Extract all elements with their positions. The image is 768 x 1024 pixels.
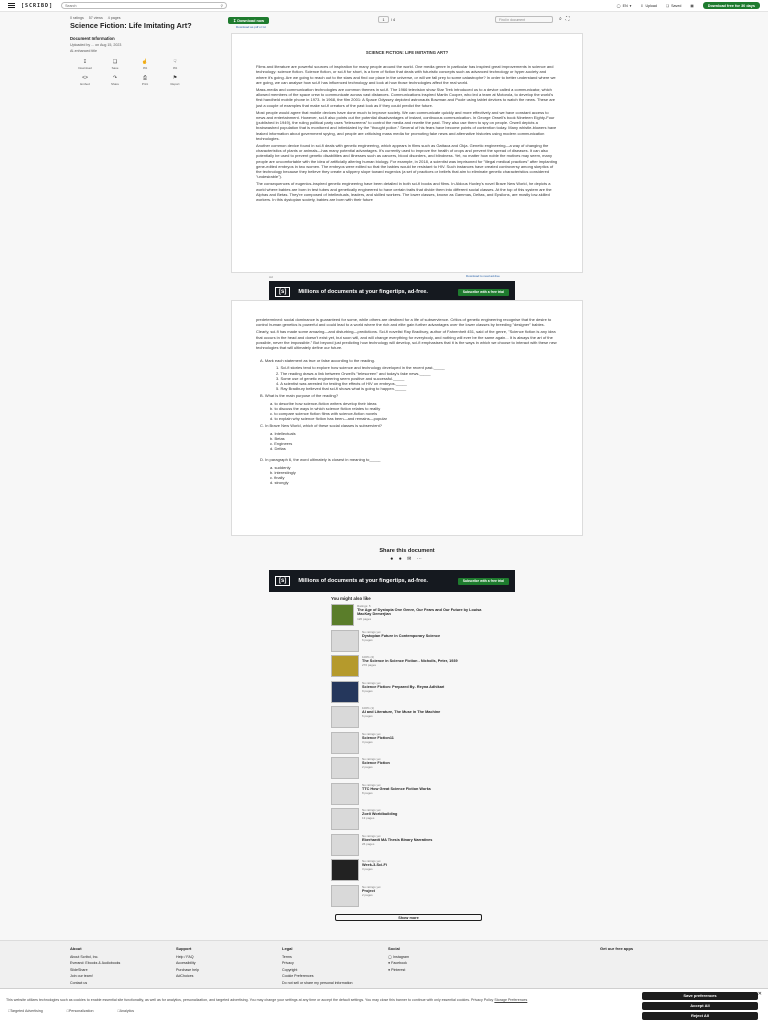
answer-option: c. Engineers — [270, 441, 293, 447]
ai-badge: AI-enhanced title — [70, 49, 97, 53]
footer-apps — [600, 946, 633, 952]
answer-option: d. strongly — [270, 480, 289, 486]
subscribe-button[interactable]: Subscribe with a free trial — [458, 289, 509, 296]
question-a — [260, 358, 558, 485]
cookie-banner — [0, 988, 768, 1024]
download-icon: ↧ — [233, 18, 238, 23]
list-item[interactable] — [331, 655, 486, 681]
scribd-logo[interactable]: [SCRIBD] — [21, 2, 54, 9]
answer-option: b. interestingly — [270, 469, 296, 475]
subscribe-button[interactable]: Subscribe with a free trial — [458, 578, 509, 585]
document-sidebar — [70, 16, 220, 86]
upload-icon: ↥ — [640, 3, 644, 8]
document-thumbnail — [331, 859, 359, 881]
footer-link[interactable]: Purchase help — [176, 967, 199, 972]
document-thumbnail — [331, 783, 359, 805]
footer-heading: Social — [388, 946, 400, 951]
ad-text: Millions of documents at your fingertips, ad-free. — [298, 288, 428, 295]
share-action[interactable] — [100, 75, 130, 86]
answer-option: b. Betas — [270, 435, 285, 441]
answer-option: c. to compare science fiction films with science-fiction novels — [270, 411, 378, 417]
document-heading: SCIENCE FICTION: LIFE IMITATING ART? — [365, 50, 449, 55]
dislike-action[interactable] — [160, 59, 190, 70]
ad-banner-top — [269, 275, 515, 303]
question-item: 2. The reading draws a link between Orwell's "telescreen" and today's fake news._____ — [276, 370, 431, 376]
recommendation-title: Project — [362, 888, 375, 893]
facebook-label: Facebook — [391, 961, 407, 965]
pinterest-link[interactable] — [388, 968, 409, 972]
rating: No ratings yet — [362, 833, 381, 838]
footer-link[interactable]: SlideShare — [70, 967, 88, 972]
footer-link[interactable]: Help / FAQ — [176, 954, 194, 959]
rating: No ratings yet — [362, 731, 381, 736]
footer-link[interactable]: About Scribd, Inc. — [70, 954, 99, 959]
footer-link[interactable]: AdChoices — [176, 974, 194, 978]
viewer-controls — [559, 16, 569, 22]
rating: No ratings yet — [362, 808, 381, 812]
footer-link[interactable]: Join our team! — [70, 974, 93, 978]
list-item[interactable] — [331, 834, 486, 860]
recommendation-title: Eberhardt MA Thesis Binary Narratives — [362, 837, 433, 842]
recommendation-title: AI and Literature, The Muse in The Machine — [362, 710, 441, 714]
footer-support — [176, 946, 199, 978]
question-item: 4. A scientist was arrested for testing the effects of HIV on embryos._____ — [276, 381, 407, 387]
storage-preferences-link[interactable]: Storage Preferences — [494, 998, 528, 1002]
ad-free-link[interactable]: Download to read ad-free — [466, 274, 500, 278]
document-thumbnail — [331, 630, 359, 652]
rating: No ratings yet — [362, 884, 381, 889]
page-number-input[interactable]: 1 — [378, 16, 389, 23]
rating: No ratings yet — [362, 629, 381, 634]
paragraph: Most people would agree that mobile devices have done much to improve society. We can communicate quickly and more effectively and we have constant access to news and entertainment. However, sci-fi also points out the potential disadvantages of instant, continuous communication. In George Orwell's book Nineteen Eighty-Four (published in 1949), the ruling political party uses "telescreens" to control the media and rewrite the past. They also use them to spy on people. Orwell depicts a brainwashed population that is monitored and intimidated by the "thought police." Several of his fears have become points of contention today. Many whistle-blowers have leaked information about government spying, and people are criticising mass media for promoting fake news and alternative histories using modern communication technologies. — [256, 109, 557, 141]
page-total: / 4 — [391, 17, 395, 22]
bookmark-icon: ❏ — [112, 59, 118, 65]
saved-label: Saved — [671, 3, 682, 8]
flag-icon: ⚑ — [172, 75, 178, 81]
document-thumbnail — [331, 681, 359, 703]
page-count: 6 pages — [362, 714, 373, 719]
document-thumbnail — [331, 655, 359, 677]
document-stats — [70, 16, 220, 20]
chevron-down-icon: ▾ — [629, 3, 632, 8]
recommendations — [331, 596, 486, 921]
saved-button[interactable] — [666, 4, 681, 8]
recommendation-title: TTC How Great Science Fiction Works — [362, 786, 431, 791]
page-count: 6 pages — [362, 637, 373, 642]
facebook-icon[interactable]: ● — [390, 556, 396, 562]
cookie-checkboxes — [8, 1009, 134, 1013]
answer-option: c. finally — [270, 475, 285, 481]
recommendation-title: Science Fiction: Prepared By- Reyna Adhikari — [362, 684, 445, 689]
instagram-icon: ◯ — [388, 954, 394, 959]
question-item: 1. Sci-fi stories tend to explore how science and technology developed in the recent past._____ — [276, 365, 445, 371]
document-page-1 — [231, 33, 583, 273]
recommendation-title: The Science in Science Fiction - Nicholls, Peter, 1939 — [362, 659, 458, 663]
analytics-checkbox[interactable]: □ Analytics — [117, 1009, 134, 1013]
views-stat: 57 views — [88, 16, 103, 20]
list-item[interactable] — [331, 757, 486, 783]
page-count: 276 pages — [362, 663, 377, 668]
report-action-label: Report — [170, 82, 180, 86]
page-count: 3 pages — [362, 867, 373, 872]
save-action[interactable] — [100, 59, 130, 70]
footer-legal — [282, 946, 372, 985]
footer-link[interactable]: Contact us — [70, 980, 88, 985]
scribd-s-logo: [s] — [275, 576, 290, 586]
cookie-message: This website utilizes technologies such as cookies to enable essential site functionality, as well as for analytics, personalization, and targeted advertising. You may change your settings at any time or accept the default settings. You may close this banner to continue with only essential cookies. Privacy Policy — [6, 998, 494, 1002]
page-count: 8 pages — [362, 790, 373, 795]
ad-label: Ad — [269, 275, 273, 279]
save-action-label: Save — [111, 66, 119, 70]
paragraph: predetermined: social dominance is guaranteed for some, while others are destined for a life of subservience. Critics of genetic engineering recognise that the desire to control human genetics is powerful and could lead to a world where the rich and elite gain further advantages over the lower classes by breeding "designer" babies. — [256, 317, 552, 328]
print-action-label: Print — [141, 82, 149, 86]
bookmark-icon: ❏ — [665, 3, 670, 8]
page-count: 3 pages — [362, 739, 373, 744]
document-thumbnail — [331, 706, 359, 728]
list-item[interactable] — [331, 681, 486, 707]
footer-link[interactable]: Cookie Preferences — [282, 974, 314, 978]
question-prompt: A. Mark each statement as true or false according to the reading. — [260, 358, 375, 364]
page-navigator — [378, 16, 395, 23]
recommendation-title: Science Fiction — [362, 761, 390, 765]
reject-all-button[interactable]: Reject All — [642, 1012, 758, 1020]
dislike-action-label: 0% — [172, 66, 178, 70]
footer-link[interactable]: Privacy — [282, 961, 294, 965]
find-in-document-input[interactable]: Find in document — [495, 16, 553, 23]
page-title: Science Fiction: Life Imitating Art? — [70, 21, 192, 30]
list-item[interactable] — [331, 783, 486, 809]
document-thumbnail — [331, 604, 354, 626]
pinterest-icon: ● — [388, 967, 392, 972]
grid-menu-icon[interactable]: ▦ — [690, 3, 694, 8]
answer-option: b. to discuss the ways in which science fiction relates to reality — [270, 405, 381, 411]
show-more-button[interactable]: Show more — [335, 914, 482, 921]
search-input[interactable] — [61, 2, 227, 9]
save-preferences-button[interactable]: Save preferences — [642, 992, 758, 1000]
embed-action-label: Embed — [80, 82, 90, 86]
answer-option: d. Deltas — [270, 446, 286, 452]
top-nav-bar — [0, 0, 768, 12]
download-now-label: Download now — [237, 18, 265, 23]
like-action-label: 0% — [142, 66, 148, 70]
scribd-s-logo: [s] — [275, 287, 290, 297]
code-icon: <> — [82, 75, 88, 81]
uploaded-by: Uploaded by ... on Aug 15, 2023 — [70, 43, 122, 47]
facebook-icon: ● — [388, 961, 392, 965]
hamburger-menu-icon[interactable] — [8, 3, 15, 8]
print-action[interactable] — [130, 75, 160, 86]
rating: 100% (2) — [362, 655, 375, 659]
paragraph: Films and literature are powerful sources of inspiration for many people around the world. One media genre in particular has inspired great improvements in science and technology: science fiction. Science fiction, or sci-fi for short, is a form of fiction that deals with futuristic concepts such as advanced technology or hyper-society and where it's going. Are we going to reach out to the stars and find our place in the universe, or will we fall prey to some catastrophe? In order to better understand where we are going, we can analyse how sci-fi has influenced technology and look at how those technologies affect the real world. — [256, 64, 556, 85]
answer-option: d. to explain why science fiction has been—and remains—popular — [270, 416, 387, 422]
document-actions — [70, 59, 220, 86]
rating: No ratings yet — [362, 757, 381, 761]
share-heading: Share this document — [379, 548, 435, 554]
recommendation-title: Dystopian Future in Contemporary Science — [362, 633, 441, 638]
recommendation-title: Week-3-Sci-Fi — [362, 863, 387, 867]
language-selector[interactable] — [617, 4, 632, 8]
pages-stat: 4 pages — [107, 16, 121, 20]
list-item[interactable] — [331, 706, 486, 732]
more-icon[interactable]: ⋯ — [416, 556, 424, 562]
paragraph: The consequences of eugenics-inspired genetic engineering have been detailed in both sci-fi books and films. In Aldous Huxley's novel Brave New World, he depicts a world where babies are born in test tubes and genetically engineered to have certain traits that divide them into different social classes. At the top of this system are the Alphas and Betas. They're composed of intellectuals, leaders, and skilled workers. The lower classes, known as Gammas, Deltas, and Epsilons, are mostly low-skilled workers. In this dystopian society, babies are born with their future — [256, 181, 552, 203]
document-info-heading: Document Information — [70, 36, 115, 41]
personalization-checkbox[interactable]: □ Personalization — [67, 1009, 94, 1013]
upload-button[interactable] — [640, 4, 656, 8]
answer-option: a. to describe how science-fiction writers develop their ideas — [270, 400, 377, 406]
page-count: 126 pages — [357, 616, 372, 621]
question-prompt: B. What is the main purpose of the reading? — [260, 393, 339, 399]
paragraph: Another common device found in sci-fi deals with genetic engineering, which appears in films such as Gattaca and Okja. Genetic engineering—a way of changing the characteristics of plants or animals—has many potential advantages. It's currently used to improve the health of crops and prevent the spread of diseases. It can also potentially be used to prevent genetic disabilities and illnesses such as cancers, blood disorders, and blindness. Yet, no matter how noble the motives may seem, many people are uncomfortable with the idea of artificially altering human biology. For example, in 2018, a scientist was imprisoned for "illegal medical practices" after implanting gene-edited embryos in two women. The embryos were edited so that the babies would be resistant to HIV. Such instances have created controversy among skeptics of the technology because they believe they create a slippery slope toward eugenics (a set of practices or beliefs that aim to eliminate genetic characteristics considered "undesirable"). — [256, 143, 558, 180]
share-icons — [231, 556, 583, 562]
document-thumbnail — [331, 834, 359, 856]
download-icon: ↧ — [82, 59, 88, 65]
footer-heading: Get our free apps — [600, 946, 634, 951]
globe-icon: ◯ — [616, 3, 621, 8]
targeted-advertising-checkbox[interactable]: □ Targeted Advertising — [8, 1009, 43, 1013]
list-item[interactable] — [331, 604, 486, 630]
site-footer — [0, 940, 768, 988]
question-item: 3. Some use of genetic engineering seem positive and successful._____ — [276, 375, 405, 381]
document-thumbnail — [331, 732, 359, 754]
share-icon: ↷ — [112, 75, 118, 81]
ratings-stat: 0 ratings — [70, 16, 84, 20]
document-thumbnail — [331, 885, 359, 907]
footer-heading: About — [70, 946, 82, 951]
recommendation-title: Zoeli Worldbuilding — [362, 812, 398, 816]
search-placeholder: Search — [65, 3, 77, 8]
footer-heading: Support — [176, 946, 192, 951]
share-section — [231, 548, 583, 562]
document-thumbnail — [331, 757, 359, 779]
paragraph: Mass-media and communication technologies are common themes in sci-fi. The 1966 television show Star Trek introduced us to a device called a communicator, which allowed members of the space crew to communicate across vast distances. Communications inspired Martin Cooper, who led a team at Motorola, to develop the world's first handheld mobile phone in 1973. In 1968, the film 2001: A Space Odyssey depicted astronauts Bowman and Poole using tablet devices to watch the news. These are just a couple of examples that make sci-fi creators of the past look as if they could predict the future. — [256, 87, 556, 108]
twitter-icon[interactable]: ● — [398, 556, 404, 562]
email-icon[interactable]: ✉ — [407, 556, 414, 562]
list-item[interactable] — [331, 808, 486, 834]
rating: 100% (1) — [362, 706, 375, 710]
share-action-label: Share — [110, 82, 119, 86]
print-icon: ⎙ — [142, 75, 147, 81]
footer-link[interactable]: Everand: Ebooks & Audiobooks — [70, 961, 121, 965]
recommendations-heading: You might also like — [331, 596, 371, 601]
page-count: 9 pages — [362, 688, 373, 693]
recommendation-title: Science Fiction11 — [362, 735, 394, 740]
download-action[interactable] — [70, 59, 100, 70]
footer-link[interactable]: Terms — [282, 954, 292, 959]
footer-link[interactable]: Accessibility — [176, 961, 196, 965]
paragraph: Clearly, sci-fi has made some amazing—and disturbing—predictions. Sci-fi novelist Ray Bradbury, author of Fahrenheit 451, said of the genre, "Science fiction is any idea that occurs in the head and doesn't exist yet, but soon will, and will change everything for everybody, and nothing will ever be the same again... It is always the art of the possible, never the impossible." But beyond just predicting how technology will develop, sci-fi emphasises that it is the ways in which we choose to interact with these new technologies that will ultimately define our future. — [256, 329, 557, 351]
thumbs-up-icon: ☝ — [141, 59, 149, 65]
rating: No ratings yet — [362, 782, 381, 787]
footer-about — [70, 946, 120, 985]
ad-content[interactable] — [269, 570, 515, 592]
footer-link[interactable]: Do not sell or share my personal information — [282, 980, 353, 985]
question-prompt: D. In paragraph 6, the word ultimately is closest in meaning to_____ — [260, 457, 381, 463]
page-count: 13 pages — [362, 816, 375, 821]
cookie-text — [6, 998, 616, 1002]
ad-text: Millions of documents at your fingertips, ad-free. — [298, 577, 428, 584]
facebook-link[interactable] — [388, 961, 409, 965]
recommendation-title: The Age of Dystopia One Genre, Our Fears and Our Future by Louisa MacKay Demerjian — [357, 608, 482, 617]
answer-option: a. Intellectuals — [270, 430, 296, 436]
document-thumbnail — [331, 808, 359, 830]
question-prompt: C. In Brave New World, which of these social classes is subservient? — [260, 423, 382, 429]
rating: Ratings: 5 — [357, 604, 371, 608]
accept-all-button[interactable]: Accept All — [642, 1002, 758, 1010]
download-now-button[interactable] — [228, 17, 269, 24]
rating: No ratings yet — [362, 680, 381, 685]
question-item: 5. Ray Bradbury believed that sci-fi shows what is going to happen._____ — [276, 386, 407, 392]
footer-social — [388, 946, 409, 972]
download-free-trial-button[interactable]: Download free for 30 days — [703, 2, 760, 9]
close-icon[interactable]: ✕ — [757, 991, 762, 997]
instagram-link[interactable] — [388, 955, 409, 959]
page-count: 2 pages — [362, 892, 373, 897]
document-page-2 — [231, 300, 583, 536]
answer-option: a. suddenly — [270, 464, 291, 470]
download-format-link[interactable]: Download as pdf or txt — [236, 25, 266, 29]
footer-link[interactable]: Copyright — [282, 967, 298, 972]
fullscreen-icon[interactable]: ⛶ — [565, 16, 570, 22]
list-item[interactable] — [331, 630, 486, 656]
ad-banner-bottom — [269, 568, 515, 592]
report-action[interactable] — [160, 75, 190, 86]
pinterest-label: Pinterest — [391, 967, 406, 972]
list-item[interactable] — [331, 732, 486, 758]
search-icon[interactable]: ⚲ — [220, 3, 224, 8]
page-count: 2 pages — [362, 765, 373, 770]
embed-action[interactable] — [70, 75, 100, 86]
footer-heading: Legal — [282, 946, 293, 951]
download-action-label: Download — [78, 66, 92, 70]
list-item[interactable] — [331, 859, 486, 885]
rating: No ratings yet — [362, 859, 381, 863]
upload-label: Upload — [645, 3, 657, 8]
thumbs-down-icon: ☟ — [173, 59, 177, 65]
list-item[interactable] — [331, 885, 486, 911]
page-count: 26 pages — [362, 841, 375, 846]
language-label: EN — [622, 3, 628, 8]
zoom-icon[interactable]: ⌕ — [559, 16, 562, 22]
like-action[interactable] — [130, 59, 160, 70]
instagram-label: Instagram — [393, 954, 410, 959]
